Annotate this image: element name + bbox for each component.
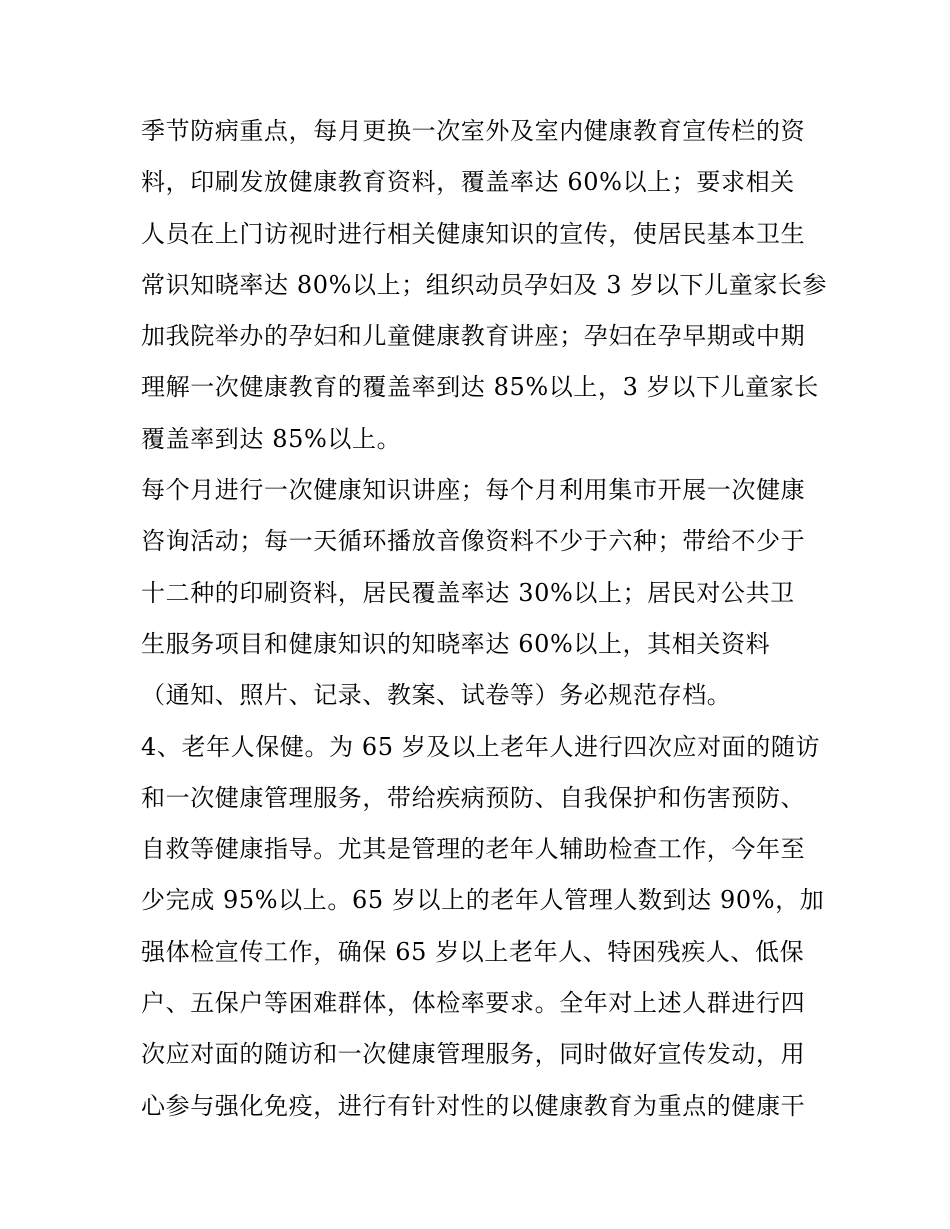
text-line: 十二种的印刷资料，居民覆盖率达 30%以上；居民对公共卫: [141, 578, 795, 607]
text-line: 强体检宣传工作，确保 65 岁以上老年人、特困残疾人、低保: [141, 937, 805, 966]
text-line: 加我院举办的孕妇和儿童健康教育讲座；孕妇在孕早期或中期: [141, 322, 806, 351]
text-line: 4、老年人保健。为 65 岁及以上老年人进行四次应对面的随访: [141, 732, 821, 761]
text-line: 少完成 95%以上。65 岁以上的老年人管理人数到达 90%，加: [141, 886, 825, 915]
text-line: 常识知晓率达 80%以上；组织动员孕妇及 3 岁以下儿童家长参: [141, 270, 828, 299]
text-line: 每个月进行一次健康知识讲座；每个月利用集市开展一次健康: [141, 476, 806, 505]
text-line: 覆盖率到达 85%以上。: [141, 424, 402, 453]
document-text-body: [141, 106, 828, 1132]
text-line: 心参与强化免疫，进行有针对性的以健康教育为重点的健康干: [141, 1091, 806, 1120]
text-line: 和一次健康管理服务，带给疾病预防、自我保护和伤害预防、: [141, 783, 806, 812]
text-line: 理解一次健康教育的覆盖率到达 85%以上，3 岁以下儿童家长: [141, 373, 819, 402]
text-line: 生服务项目和健康知识的知晓率达 60%以上，其相关资料: [141, 629, 771, 658]
text-line: 自救等健康指导。尤其是管理的老年人辅助检查工作，今年至: [141, 835, 806, 864]
text-line: （通知、照片、记录、教案、试卷等）务必规范存档。: [141, 681, 732, 710]
text-line: 咨询活动；每一天循环播放音像资料不少于六种；带给不少于: [141, 527, 806, 556]
text-line: 季节防病重点，每月更换一次室外及室内健康教育宣传栏的资: [141, 117, 806, 145]
text-line: 人员在上门访视时进行相关健康知识的宣传，使居民基本卫生: [141, 219, 806, 248]
text-line: 次应对面的随访和一次健康管理服务，同时做好宣传发动，用: [141, 1040, 806, 1069]
text-line: 料，印刷发放健康教育资料，覆盖率达 60%以上；要求相关: [141, 168, 795, 197]
text-line: 户、五保户等困难群体，体检率要求。全年对上述人群进行四: [141, 989, 806, 1018]
